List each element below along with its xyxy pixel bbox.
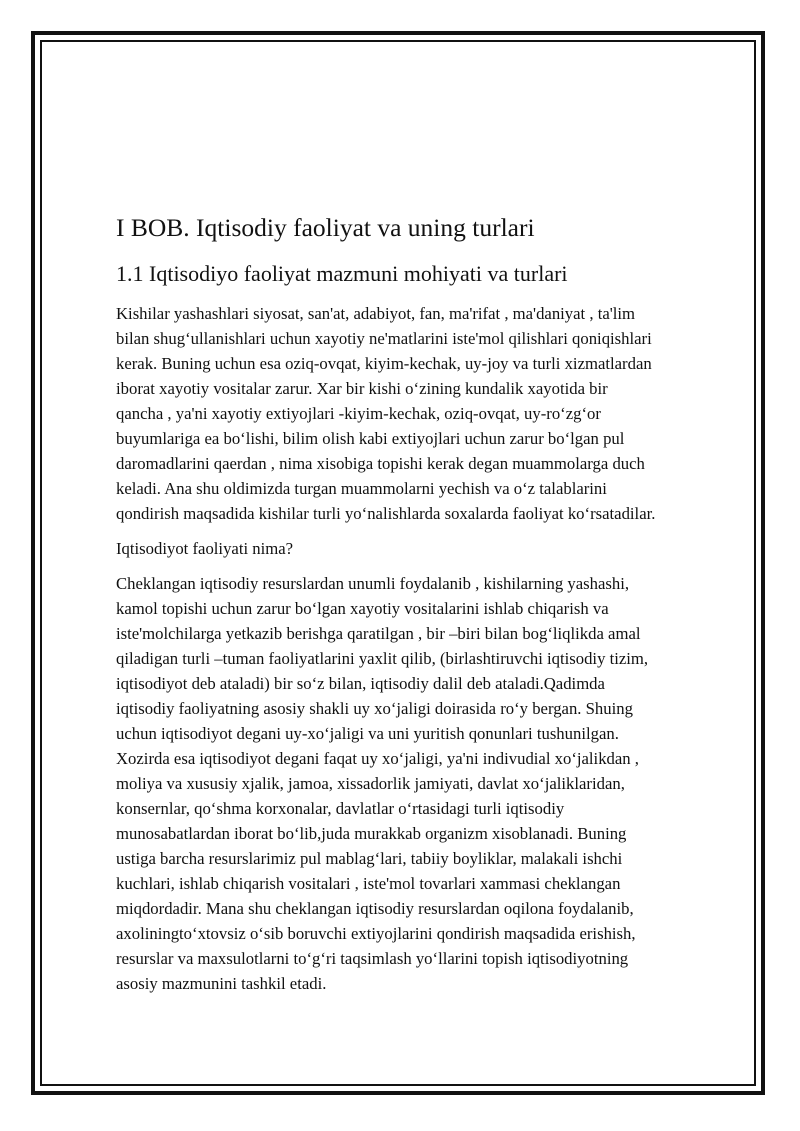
paragraph-line: moliya va xususiy xjalik, jamoa, xissadorlik jamiyati, davlat xo‘jaliklaridan,: [116, 774, 625, 793]
paragraph-line: resurslar va maxsulotlarni to‘g‘ri taqsimlash yo‘llarini topish iqtisodiyotning: [116, 949, 629, 968]
paragraph-line: miqdordadir. Mana shu cheklangan iqtisodiy resurslardan oqilona foydalanib,: [116, 899, 634, 918]
paragraph-line: iqtisodiy faoliyatning asosiy shakli uy xo‘jaligi doirasida ro‘y bergan. Shuing: [116, 699, 633, 718]
paragraph-line: qancha , ya'ni xayotiy extiyojlari -kiyim-kechak, oziq-ovqat, uy-ro‘zg‘or: [116, 404, 601, 423]
paragraph-line: Kishilar yashashlari siyosat, san'at, adabiyot, fan, ma'rifat , ma'daniyat , ta'lim: [116, 304, 635, 323]
paragraph-line: bilan shug‘ullanishlari uchun xayotiy ne'matlarini iste'mol qilishlari qoniqishlari: [116, 329, 652, 348]
paragraph-line: qondirish maqsadida kishilar turli yo‘nalishlarda soxalarda faoliyat ko‘rsatadilar.: [116, 504, 656, 523]
paragraph-line: iborat xayotiy vositalar zarur. Xar bir kishi o‘zining kundalik xayotida bir: [116, 379, 608, 398]
paragraph-line: daromadlarini qaerdan , nima xisobiga topishi kerak degan muammolarga duch: [116, 454, 645, 473]
paragraph-definition: [116, 571, 742, 996]
paragraph-line: kuchlari, ishlab chiqarish vositalari , iste'mol tovarlari xammasi cheklangan: [116, 874, 621, 893]
paragraph-line: kerak. Buning uchun esa oziq-ovqat, kiyim-kechak, uy-joy va turli xizmatlardan: [116, 354, 652, 373]
chapter-title: I BOB. Iqtisodiy faoliyat va uning turlari: [116, 213, 535, 242]
document-body: [116, 210, 742, 996]
paragraph-line: iste'molchilarga yetkazib berishga qaratilgan , bir –biri bilan bog‘liqlikda amal: [116, 624, 641, 643]
paragraph-line: kamol topishi uchun zarur bo‘lgan xayotiy vositalarini ishlab chiqarish va: [116, 599, 609, 618]
section-title: 1.1 Iqtisodiyo faoliyat mazmuni mohiyati va turlari: [116, 261, 568, 286]
paragraph-line: asosiy mazmunini tashkil etadi.: [116, 974, 327, 993]
question-line: [116, 536, 742, 561]
paragraph-line: buyumlariga ea bo‘lishi, bilim olish kabi extiyojlari uchun zarur bo‘lgan pul: [116, 429, 625, 448]
paragraph-line: Cheklangan iqtisodiy resurslardan unumli foydalanib , kishilarning yashashi,: [116, 574, 630, 593]
paragraph-line: iqtisodiyot deb ataladi) bir so‘z bilan, iqtisodiy dalil deb ataladi.Qadimda: [116, 674, 605, 693]
paragraph-line: munosabatlardan iborat bo‘lib,juda murakkab organizm xisoblanadi. Buning: [116, 824, 627, 843]
question-text: Iqtisodiyot faoliyati nima?: [116, 539, 294, 558]
paragraph-intro: [116, 301, 742, 526]
paragraph-line: Xozirda esa iqtisodiyot degani faqat uy xo‘jaligi, ya'ni indivudial xo‘jalikdan ,: [116, 749, 639, 768]
paragraph-line: uchun iqtisodiyot degani uy-xo‘jaligi va uni yuritish qonunlari tushunilgan.: [116, 724, 619, 743]
paragraph-line: konsernlar, qo‘shma korxonalar, davlatlar o‘rtasidagi turli iqtisodiy: [116, 799, 565, 818]
paragraph-line: qiladigan turli –tuman faoliyatlarini yaxlit qilib, (birlashtiruvchi iqtisodiy tizim,: [116, 649, 649, 668]
paragraph-line: ustiga barcha resurslarimiz pul mablag‘lari, tabiiy boyliklar, malakali ishchi: [116, 849, 623, 868]
paragraph-line: keladi. Ana shu oldimizda turgan muammolarni yechish va o‘z talablarini: [116, 479, 607, 498]
paragraph-line: axoliningto‘xtovsiz o‘sib boruvchi extiyojlarini qondirish maqsadida erishish,: [116, 924, 636, 943]
